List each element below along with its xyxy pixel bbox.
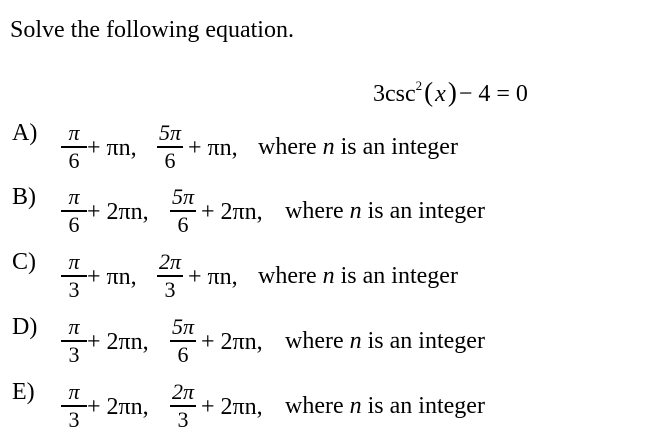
- fraction-denominator: 6: [177, 211, 189, 237]
- choice-term-1: + 2πn,: [87, 329, 149, 355]
- choice-letter: A): [12, 120, 38, 146]
- fraction-numerator: 5π: [171, 184, 195, 209]
- equation-rest: − 4 = 0: [458, 81, 528, 107]
- answer-choice-d[interactable]: [0, 313, 653, 371]
- choice-term-1: + πn,: [87, 264, 137, 290]
- choice-condition: where n is an integer: [285, 393, 485, 419]
- equation-function: csc: [385, 81, 416, 107]
- fraction-denominator: 6: [68, 147, 80, 173]
- fraction-denominator: 3: [164, 276, 176, 302]
- fraction-2: [153, 251, 187, 301]
- fraction-1: [57, 381, 91, 431]
- fraction-denominator: 6: [68, 211, 80, 237]
- choice-condition: where n is an integer: [285, 198, 485, 224]
- choice-term-2: + πn,: [188, 264, 238, 290]
- fraction-denominator: 3: [68, 341, 80, 367]
- choice-letter: C): [12, 249, 36, 275]
- choice-term-1: + 2πn,: [87, 199, 149, 225]
- fraction-2: [166, 381, 200, 431]
- choice-term-2: + 2πn,: [201, 199, 263, 225]
- choice-term-1: + πn,: [87, 135, 137, 161]
- choice-condition: where n is an integer: [258, 134, 458, 160]
- fraction-denominator: 3: [68, 276, 80, 302]
- answer-choice-b[interactable]: [0, 183, 653, 241]
- equation-coefficient: 3: [373, 81, 385, 107]
- fraction-2: [166, 316, 200, 366]
- fraction-numerator: π: [68, 184, 80, 209]
- choice-letter: E): [12, 379, 35, 405]
- fraction-1: [57, 251, 91, 301]
- choice-condition: where n is an integer: [285, 328, 485, 354]
- answer-choice-a[interactable]: [0, 119, 653, 177]
- answer-choice-e[interactable]: [0, 378, 653, 436]
- fraction-numerator: 5π: [158, 120, 182, 145]
- fraction-denominator: 6: [164, 147, 176, 173]
- fraction-denominator: 6: [177, 341, 189, 367]
- answer-choice-c[interactable]: [0, 248, 653, 306]
- fraction-numerator: π: [68, 379, 80, 404]
- fraction-numerator: 5π: [171, 314, 195, 339]
- fraction-1: [57, 316, 91, 366]
- choice-term-2: + 2πn,: [201, 394, 263, 420]
- equation: $3\csc^2(x)- 4 = 0$: [373, 77, 528, 107]
- question-prompt: Solve the following equation.: [10, 17, 294, 43]
- choice-letter: D): [12, 314, 38, 340]
- fraction-denominator: 3: [68, 406, 80, 432]
- equation-exponent: 2: [415, 78, 423, 93]
- fraction-1: [57, 122, 91, 172]
- fraction-numerator: π: [68, 249, 80, 274]
- fraction-2: [166, 186, 200, 236]
- choice-term-2: + 2πn,: [201, 329, 263, 355]
- choice-term-1: + 2πn,: [87, 394, 149, 420]
- choice-letter: B): [12, 184, 36, 210]
- fraction-numerator: π: [68, 120, 80, 145]
- fraction-numerator: 2π: [158, 249, 182, 274]
- fraction-denominator: 3: [177, 406, 189, 432]
- equation-variable: x: [435, 81, 446, 107]
- choice-term-2: + πn,: [188, 135, 238, 161]
- fraction-numerator: 2π: [171, 379, 195, 404]
- fraction-1: [57, 186, 91, 236]
- fraction-2: [153, 122, 187, 172]
- choice-condition: where n is an integer: [258, 263, 458, 289]
- fraction-numerator: π: [68, 314, 80, 339]
